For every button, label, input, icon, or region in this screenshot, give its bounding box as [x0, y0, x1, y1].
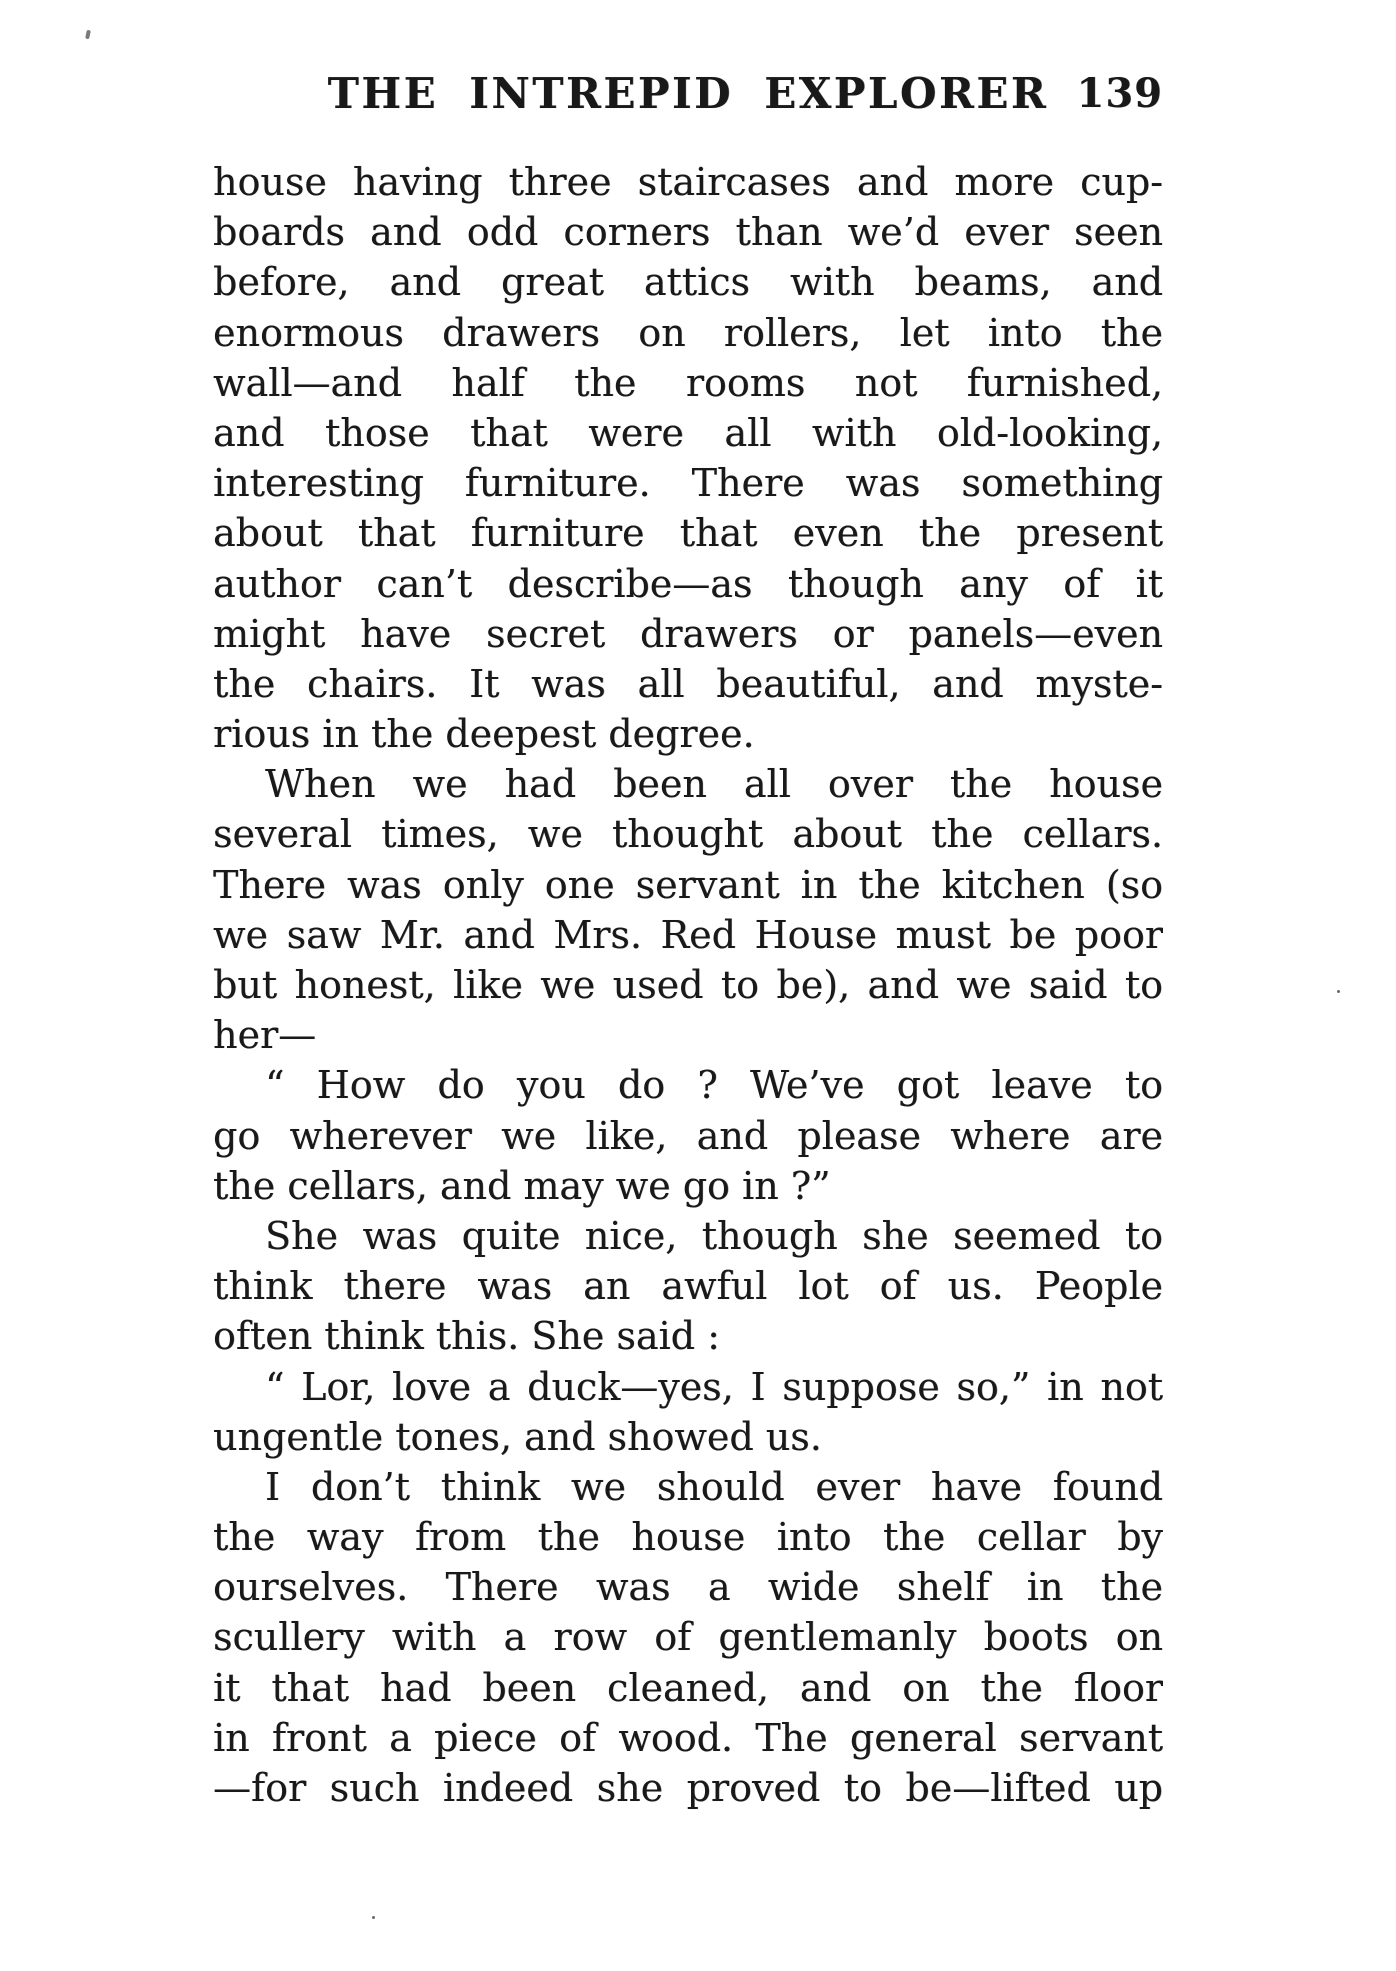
- text-line: it that had been cleaned, and on the floor: [213, 1665, 1163, 1710]
- text-line: go wherever we like, and please where are: [213, 1113, 1163, 1158]
- text-line: author can’t describe—as though any of it: [213, 561, 1163, 606]
- text-line: boards and odd corners than we’d ever seen: [213, 210, 1163, 255]
- text-line: —for such indeed she proved to be—lifted up: [213, 1766, 1163, 1810]
- text-line: the way from the house into the cellar by: [213, 1515, 1163, 1560]
- scan-speck: [1337, 990, 1340, 993]
- text-line: often think this. She said :: [213, 1314, 720, 1359]
- text-line: think there was an awful lot of us. People: [213, 1264, 1163, 1309]
- text-line: before, and great attics with beams, and: [213, 260, 1163, 305]
- text-line: the cellars, and may we go in ?”: [213, 1163, 831, 1208]
- text-line: She was quite nice, though she seemed to: [265, 1213, 1163, 1258]
- text-line: the chairs. It was all beautiful, and myste-: [213, 661, 1163, 706]
- running-head: [213, 68, 1163, 120]
- text-line: her—: [213, 1013, 317, 1058]
- text-line: “ Lor, love a duck—yes, I suppose so,” in not: [265, 1364, 1163, 1409]
- text-line: ungentle tones, and showed us.: [213, 1414, 822, 1459]
- scan-speck: [372, 1916, 375, 1919]
- page-number: 139: [1076, 70, 1163, 117]
- scan-speck: [85, 30, 91, 40]
- text-line: I don’t think we should ever have found: [265, 1464, 1163, 1509]
- text-line: in front a piece of wood. The general servant: [213, 1715, 1163, 1760]
- text-line: about that furniture that even the present: [213, 511, 1163, 556]
- text-line: might have secret drawers or panels—even: [213, 611, 1163, 656]
- text-line: and those that were all with old-looking,: [213, 410, 1163, 455]
- running-head-title: THE INTREPID EXPLORER: [327, 69, 1049, 118]
- text-line: we saw Mr. and Mrs. Red House must be poor: [213, 912, 1163, 957]
- text-line: There was only one servant in the kitchen (so: [213, 862, 1163, 907]
- text-line: enormous drawers on rollers, let into the: [213, 310, 1163, 355]
- text-line: but honest, like we used to be), and we said to: [213, 963, 1163, 1007]
- text-line: “ How do you do ? We’ve got leave to: [265, 1063, 1163, 1108]
- page-text: [213, 157, 1163, 1813]
- text-line: several times, we thought about the cellars.: [213, 812, 1163, 857]
- text-line: ourselves. There was a wide shelf in the: [213, 1565, 1163, 1610]
- text-line: When we had been all over the house: [265, 762, 1163, 807]
- text-line: rious in the deepest degree.: [213, 712, 755, 757]
- text-line: house having three staircases and more cup-: [213, 160, 1163, 204]
- text-line: wall—and half the rooms not furnished,: [213, 360, 1163, 405]
- text-line: scullery with a row of gentlemanly boots on: [213, 1615, 1163, 1660]
- text-line: interesting furniture. There was something: [213, 461, 1163, 506]
